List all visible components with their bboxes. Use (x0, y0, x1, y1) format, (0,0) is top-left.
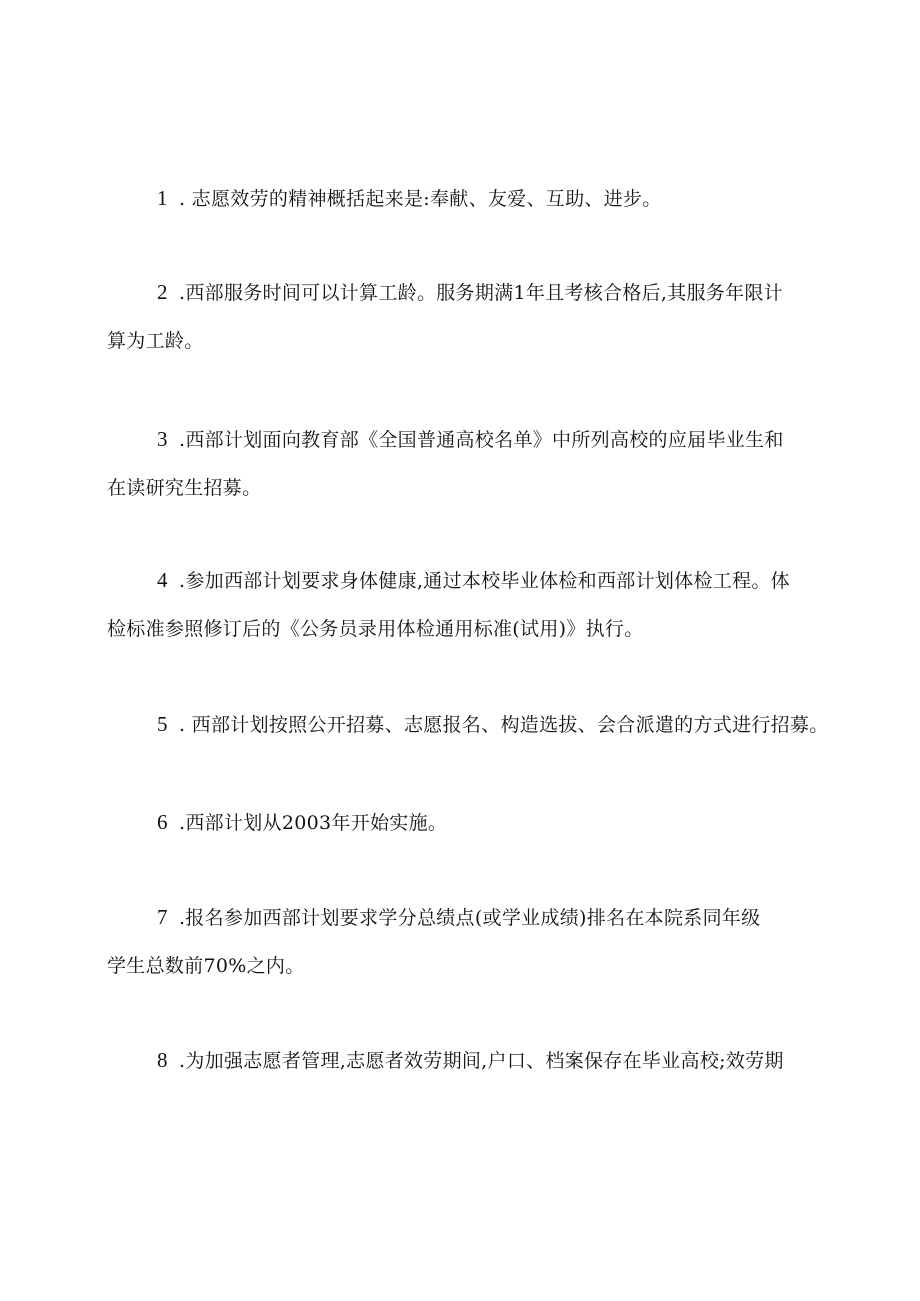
item-number: 8 (157, 1048, 168, 1072)
list-item-6 (107, 798, 837, 847)
item-number: 2 (157, 280, 168, 304)
item-text: .西部计划面向教育部《全国普通高校名单》中所列高校的应届毕业生和 (179, 429, 784, 451)
list-item-line (107, 700, 837, 749)
list-item-line (107, 415, 837, 464)
list-item-line (107, 893, 837, 942)
item-number: 7 (157, 905, 168, 929)
item-number: 1 (157, 186, 168, 210)
list-item-line-continued: 在读研究生招募。 (107, 477, 262, 499)
item-text: .为加强志愿者管理,志愿者效劳期间,户口、档案保存在毕业高校;效劳期 (179, 1050, 784, 1072)
list-item-line-continued: 学生总数前70%之内。 (107, 955, 305, 977)
list-item-line-continued: 检标准参照修订后的《公务员录用体检通用标准(试用)》执行。 (107, 618, 644, 640)
item-number: 3 (157, 427, 168, 451)
list-item-2 (107, 268, 837, 366)
list-item-line (107, 174, 837, 223)
list-item-5 (107, 700, 837, 749)
list-item-4 (107, 556, 837, 654)
list-item-line (107, 798, 837, 847)
list-item-8 (107, 1036, 837, 1085)
list-item-line (107, 1036, 837, 1085)
item-text: . 西部计划按照公开招募、志愿报名、构造选拔、会合派遣的方式进行招募。 (179, 714, 829, 736)
item-text: .西部服务时间可以计算工龄。服务期满1年且考核合格后,其服务年限计 (179, 282, 784, 304)
item-text: . 志愿效劳的精神概括起来是:奉献、友爱、互助、进步。 (179, 188, 662, 210)
item-number: 6 (157, 810, 168, 834)
item-text: .西部计划从2003年开始实施。 (179, 812, 448, 834)
list-item-3 (107, 415, 837, 513)
list-item-line-continued: 算为工龄。 (107, 330, 204, 352)
item-number: 4 (157, 568, 168, 592)
list-item-1 (107, 174, 837, 223)
list-item-line (107, 268, 837, 317)
list-item-7 (107, 893, 837, 991)
item-number: 5 (157, 712, 168, 736)
item-text: .参加西部计划要求身体健康,通过本校毕业体检和西部计划体检工程。体 (179, 570, 790, 592)
list-item-line (107, 556, 837, 605)
item-text: .报名参加西部计划要求学分总绩点(或学业成绩)排名在本院系同年级 (179, 907, 761, 929)
